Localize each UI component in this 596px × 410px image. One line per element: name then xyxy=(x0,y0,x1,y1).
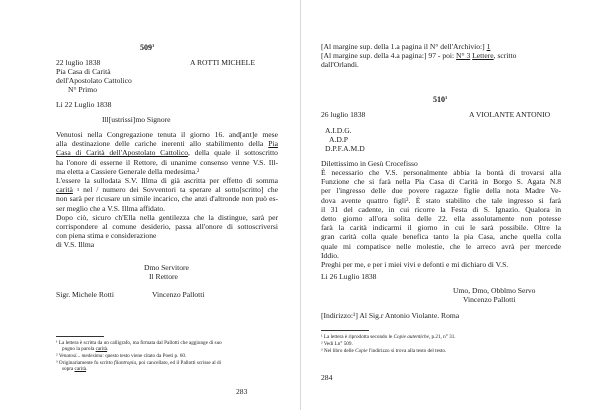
footnote: ¹ La lettera è scritta da un calligrafo, ma firmata dal Pallotti che aggiunge di suo xyxy=(56,340,222,346)
footnote: sopra carità. xyxy=(62,366,88,372)
body-line: farà la carità indicarmi il giorno in cui le sarà possibile. Oltre la xyxy=(321,223,561,233)
closing-signature: Vincenzo Pallotti xyxy=(463,295,516,304)
body-line: di V.S. Illma xyxy=(56,240,95,250)
salutation: Dilettissimo in Gesù Crocefisso xyxy=(321,159,418,168)
letter-body xyxy=(56,130,278,250)
body-line: Funzione che si farà nella Pia Casa di Carità in Borgo S. Agata N.8 xyxy=(321,177,561,187)
footnote: ³ Originariamente fu scritto filantropia, poi cancellato, ed il Pallotti scrisse al di xyxy=(56,360,222,366)
closing-servant: Dmo Servitore xyxy=(144,263,189,272)
footnote: ¹ La lettera è riprodotta secondo le Copie autentiche, p.21, n° 31. xyxy=(321,334,456,340)
body-line: alla destinazione delle cariche inerenti allo stabilimento della Pia xyxy=(56,139,278,149)
place-date: Li 26 Luglio 1838 xyxy=(321,272,377,281)
body-line: con piena stima e considerazione xyxy=(56,231,157,241)
body-line: Iddio. xyxy=(321,250,339,260)
letter-date: 22 luglio 1838 xyxy=(56,58,101,67)
body-line: non sarà per ricusare un simile incarico, che anzi d'altronde non può es- xyxy=(56,194,278,204)
closing-title: Il Rettore xyxy=(149,272,178,281)
margin-note: dall'Orlandi. xyxy=(321,60,359,69)
body-line: Venutosi nella Congregazione tenuta il giorno 16. and[ant]e mese xyxy=(56,130,278,139)
salutation: Ill[ustrissi]mo Signore xyxy=(102,115,171,124)
body-line: per l'ingresso delle due povere ragazze figlie della nota Madre Ve- xyxy=(321,186,561,196)
footnote: ² Venutosi... medesima: questo testo viene citato da Poeti p. 60. xyxy=(56,353,187,359)
doc-number-509: $509^1$ xyxy=(140,43,155,52)
signature-sender: Vincenzo Pallotti xyxy=(152,290,205,299)
body-line: Dopo ciò, sicuro ch'Ella nella gentilezza che la distingue, sarà per xyxy=(56,212,278,222)
body-line: quale mi compatisce nelle molestie, che le arreco avrà per mercede xyxy=(321,241,561,251)
footnote: ² Vedi Ln° 509. xyxy=(321,341,353,347)
closing-servant: Umo, Dmo, Obblmo Servo xyxy=(453,286,536,295)
body-line: dova avente quattro figli². È stato stabilito che tale ingresso si farà xyxy=(321,195,561,205)
body-line: L'essere la sullodata S.V. Illma di già ascritta per effetto di somma xyxy=(56,176,278,186)
body-line: Casa di Carità dell'Apostolato Cattolico, della quale il sottoscritto xyxy=(56,148,278,158)
heading-line: D.P.F.A.M.D xyxy=(325,144,365,153)
body-line: il 31 del cadente, in cui ricorre la Festa di S. Ignazio. Qualora in xyxy=(321,204,561,214)
body-line: ha l'onore di esserne il Rettore, di unanime consenso venne V.S. Ill- xyxy=(56,157,278,167)
heading-line: A.D.P xyxy=(329,135,348,144)
margin-note: [Al margine sup. della 4.a pagina:] 97 - poi: N° 3 Lettere, scritto xyxy=(321,51,517,60)
doc-number-510: $510^1$ xyxy=(433,95,448,104)
body-line: È necessario che V.S. personalmente abbia la bontà di trovarsi alla xyxy=(321,168,561,177)
footnote-divider xyxy=(56,336,104,337)
body-line: ma eletta a Cassiere Generale della medesima.² xyxy=(56,166,200,176)
recipient-line-1: Pia Casa di Carità xyxy=(56,67,111,76)
recipient-line-3: N° Primo xyxy=(68,85,97,94)
letter-date: 26 luglio 1838 xyxy=(321,110,366,119)
body-line: gran carità colla quale benefica tanto la pia Casa, anche quella colla xyxy=(321,232,561,242)
footnote: pugno la parola carità. xyxy=(62,346,109,352)
margin-note: [Al margine sup. della 1.a pagina il N° dell'Archivio:] 1 xyxy=(321,42,491,51)
footnote-divider xyxy=(321,330,369,331)
body-line: corrispondere al comune desiderio, passa all'onore di sottoscriversi xyxy=(56,222,278,232)
right-page xyxy=(300,0,596,410)
letter-body xyxy=(321,168,561,269)
body-line: ser meglio che a V.S. Illma affidato. xyxy=(56,203,166,213)
heading-line: A.I.D.G. xyxy=(325,126,352,135)
addressee: A ROTTI MICHELE xyxy=(190,58,255,67)
footnote: ³ Nel libro delle Copie l'indirizzo si trova alla testo del testo. xyxy=(321,348,447,354)
address-line: [Indirizzo:¹] Al Sig.r Antonio Violante. Roma xyxy=(321,311,460,320)
page-number: 284 xyxy=(321,373,333,382)
signature-recipient: Sigr. Michele Rotti xyxy=(56,290,115,299)
left-page xyxy=(0,0,296,410)
addressee: A VIOLANTE ANTONIO xyxy=(469,110,551,119)
recipient-line-2: dell'Apostolato Cattolico xyxy=(56,76,132,85)
body-line: carità $^3$ nel / numero dei Sovventori ta sperare al sotto[scritto] che xyxy=(56,185,278,195)
body-line: Preghi per me, e per i miei vivi e defonti e mi dichiaro di V.S. xyxy=(321,260,509,270)
body-line: detto giorno all'ora solita delle 22. ella assolutamente non potesse xyxy=(321,214,561,224)
place-date: Li 22 Luglio 1838 xyxy=(56,100,112,109)
page-number: 283 xyxy=(236,387,248,396)
